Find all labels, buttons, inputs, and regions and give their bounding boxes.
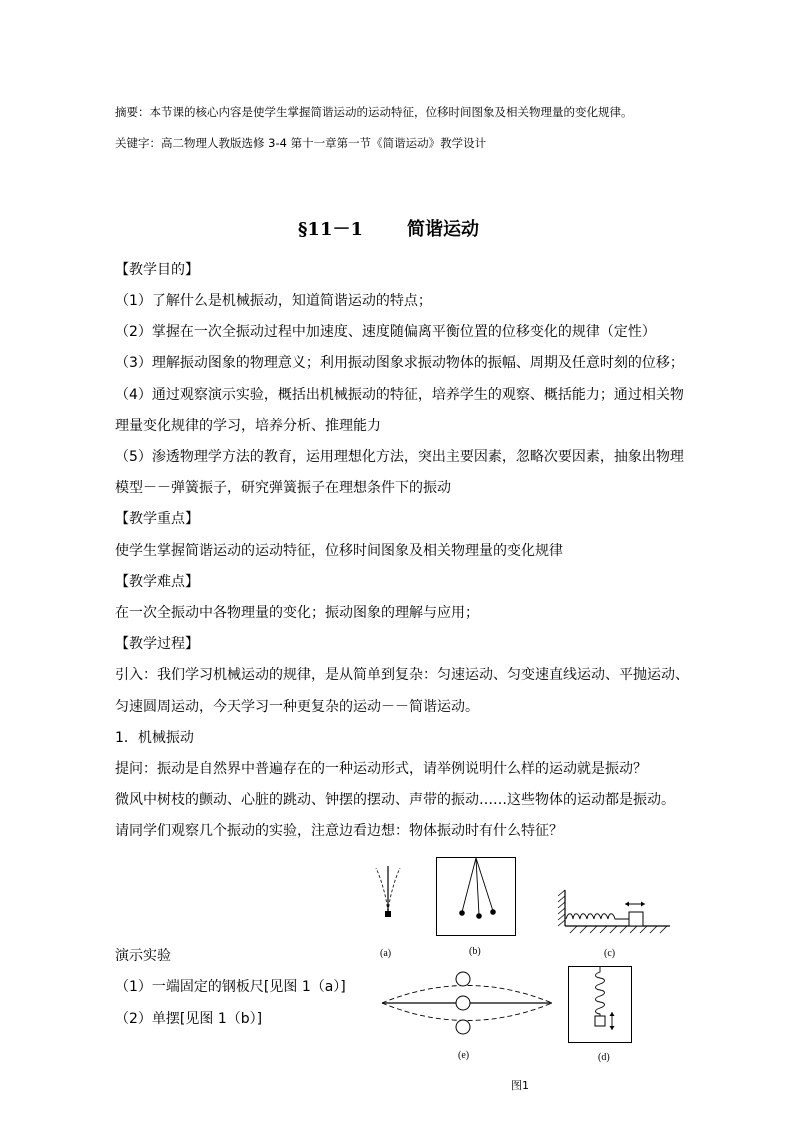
figure-a-ruler xyxy=(370,860,410,920)
objective-item: （4）通过观察演示实验，概括出机械振动的特征，培养学生的观察、概括能力；通过相关物 xyxy=(115,387,684,403)
difficult-heading: 【教学难点】 xyxy=(115,574,199,590)
demo-item: （2）单摆[见图 1（b）] xyxy=(115,1011,263,1027)
objective-item: （3）理解振动图象的物理意义；利用振动图象求振动物体的振幅、周期及任意时刻的位移； xyxy=(115,355,684,371)
demo-item: （1）一端固定的钢板尺[见图 1（a）] xyxy=(115,979,346,995)
caption-c: (c) xyxy=(604,948,616,959)
figure-e-string xyxy=(378,970,556,1042)
objective-item: （1）了解什么是机械振动，知道简谐运动的特点； xyxy=(115,293,432,309)
process-line: 匀速圆周运动，今天学习一种更复杂的运动－－简谐运动。 xyxy=(115,699,479,715)
process-line: 微风中树枝的颤动、心脏的跳动、钟摆的摆动、声带的振动……这些物体的运动都是振动。 xyxy=(115,792,675,808)
caption-b: (b) xyxy=(469,946,481,957)
section-number: §11－1 xyxy=(298,219,363,240)
key-text: 使学生掌握简谐运动的运动特征，位移时间图象及相关物理量的变化规律 xyxy=(115,543,563,559)
objective-item: （5）渗透物理学方法的教育，运用理想化方法，突出主要因素，忽略次要因素，抽象出物理 xyxy=(115,449,684,465)
process-line: 请同学们观察几个振动的实验，注意边看边想：物体振动时有什么特征？ xyxy=(115,823,563,839)
process-line: 提问：振动是自然界中普遍存在的一种运动形式，请举例说明什么样的运动就是振动？ xyxy=(115,761,647,777)
difficult-text: 在一次全振动中各物理量的变化；振动图象的理解与应用； xyxy=(115,605,479,621)
keywords: 关键字：高二物理人教版选修 3-4 第十一章第一节《简谐运动》教学设计 xyxy=(115,136,487,150)
objective-item: 理量变化规律的学习，培养分析、推理能力 xyxy=(115,418,381,434)
objective-item: 模型－－弹簧振子，研究弹簧振子在理想条件下的振动 xyxy=(115,480,451,496)
section-name: 简谐运动 xyxy=(407,219,479,240)
caption-e: (e) xyxy=(458,1050,470,1061)
process-line: 引入：我们学习机械运动的规律，是从简单到复杂：匀速运动、匀变速直线运动、平抛运动、 xyxy=(115,667,689,683)
caption-d: (d) xyxy=(598,1052,610,1063)
figure-title: 图1 xyxy=(511,1079,529,1092)
objective-item: （2）掌握在一次全振动过程中加速度、速度随偏离平衡位置的位移变化的规律（定性） xyxy=(115,324,656,340)
figure-c-spring xyxy=(555,888,673,938)
demo-heading: 演示实验 xyxy=(115,948,171,964)
objectives-heading: 【教学目的】 xyxy=(115,262,199,278)
process-line: 1．机械振动 xyxy=(115,730,194,746)
process-heading: 【教学过程】 xyxy=(115,636,199,652)
figure-b-pendulum xyxy=(436,857,516,937)
key-heading: 【教学重点】 xyxy=(115,511,199,527)
caption-a: (a) xyxy=(380,948,392,959)
abstract: 摘要：本节课的核心内容是使学生掌握简谐运动的运动特征，位移时间图象及相关物理量的变化规律。 xyxy=(115,105,633,119)
page-title xyxy=(298,215,479,241)
figure-d-vertical-spring xyxy=(568,966,632,1044)
